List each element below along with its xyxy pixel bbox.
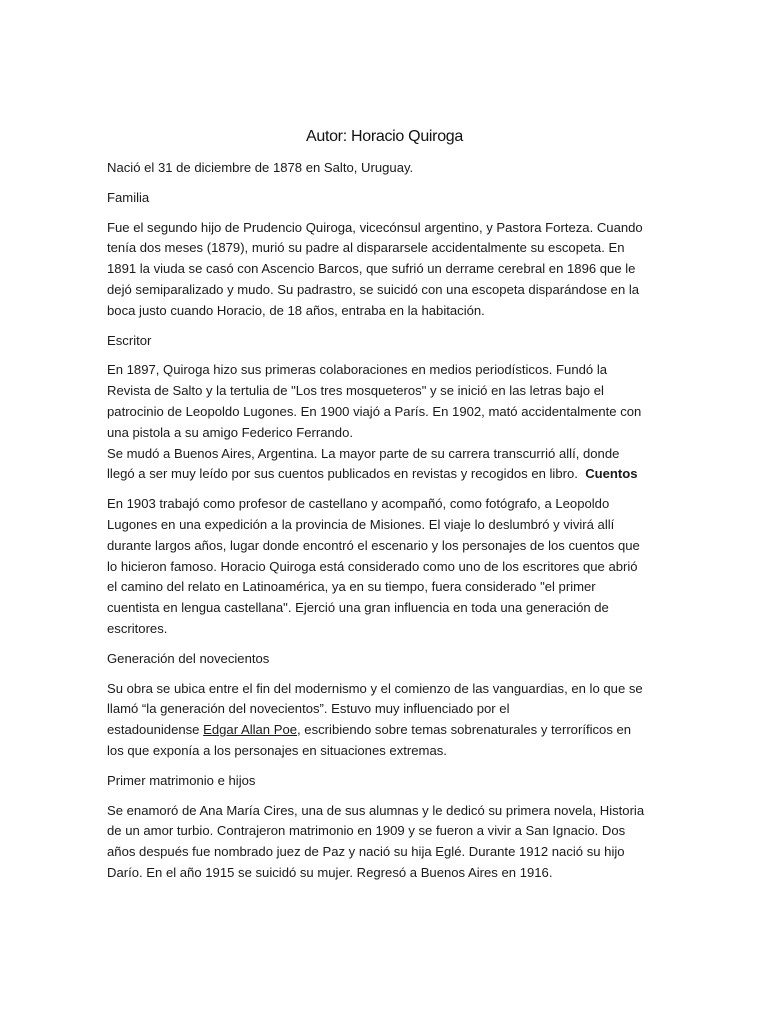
text-line: En 1903 trabajó como profesor de castellano y acompañó, como fotógrafo, a Leopoldo (107, 496, 610, 512)
text-line: años después fue nombrado juez de Paz y nació su hija Eglé. Durante 1912 nació su hijo (107, 844, 625, 860)
text-line: Su obra se ubica entre el fin del modernismo y el comienzo de las vanguardias, en lo que se (107, 680, 643, 696)
matrimonio-paragraph (107, 801, 662, 884)
text-line: Fue el segundo hijo de Prudencio Quiroga, vicecónsul argentino, y Pastora Forteza. Cuando (107, 219, 643, 235)
text-line: Se enamoró de Ana María Cires, una de sus alumnas y le dedicó su primera novela, Historia (107, 802, 645, 818)
escritor-paragraph (107, 360, 662, 485)
text-line (107, 720, 662, 741)
text-line: 1891 la viuda se casó con Ascencio Barcos, que sufrió un derrame cerebral en 1896 que le (107, 261, 636, 277)
text-line: llamó “la generación del novecientos”. Estuvo muy influenciado por el (107, 701, 510, 717)
text-line: patrocinio de Leopoldo Lugones. En 1900 viajó a París. En 1902, mató accidentalmente con (107, 403, 642, 419)
text-line: lo hicieron famoso. Horacio Quiroga está considerado como uno de los escritores que abrió (107, 558, 638, 574)
text-line: boca justo cuando Horacio, de 18 años, entraba en la habitación. (107, 302, 485, 318)
generacion-paragraph (107, 679, 662, 762)
escritor-last-line-text: llegó a ser muy leído por sus cuentos publicados en revistas y recogidos en libro. (107, 466, 578, 482)
text-line: En 1897, Quiroga hizo sus primeras colaboraciones en medios periodísticos. Fundó la (107, 362, 608, 378)
text-line: los que exponía a los personajes en situaciones extremas. (107, 742, 447, 758)
document-title: Autor: Horacio Quiroga (305, 128, 464, 145)
text-line: escritores. (107, 620, 168, 636)
text-line: una pistola a su amigo Federico Ferrando. (107, 424, 354, 440)
text-line: Lugones en una expedición a la provincia de Misiones. El viaje lo deslumbró y vivirá allí (107, 516, 615, 532)
cuentos-paragraph (107, 494, 662, 640)
document-page (107, 126, 662, 893)
text-fragment: estadounidense (107, 722, 200, 738)
intro-paragraph: Nació el 31 de diciembre de 1878 en Salto, Uruguay. (107, 160, 414, 175)
text-line: de un amor turbio. Contrajeron matrimonio en 1909 y se fueron a vivir a San Ignacio. Dos (107, 823, 626, 839)
text-line (107, 464, 662, 485)
text-line: dejó semiparalizado y mudo. Su padrastro, se suicidó con una escopeta disparándose en la (107, 281, 640, 297)
text-line: cuentista en lengua castellana". Ejerció una gran influencia en toda una generación de (107, 600, 609, 616)
heading-cuentos: Cuentos (585, 466, 638, 482)
text-line: el camino del relato en Latinoamérica, ya en su tiempo, fuera considerado "el primer (107, 579, 596, 595)
section-heading-matrimonio: Primer matrimonio e hijos (107, 772, 256, 788)
text-line: Se mudó a Buenos Aires, Argentina. La mayor parte de su carrera transcurrió allí, donde (107, 445, 620, 461)
edgar-allan-poe-link[interactable]: Edgar Allan Poe (203, 722, 298, 738)
text-line: tenía dos meses (1879), murió su padre al dispararsele accidentalmente su escopeta. En (107, 240, 625, 256)
text-fragment: , escribiendo sobre temas sobrenaturales y terroríficos en (297, 722, 632, 738)
text-line: Revista de Salto y la tertulia de "Los tres mosqueteros" y se inició en las letras bajo el (107, 383, 604, 399)
section-heading-generacion: Generación del novecientos (107, 650, 270, 666)
section-heading-escritor: Escritor (107, 332, 152, 348)
text-line: durante largos años, lugar donde encontró el escenario y los personajes de los cuentos que (107, 537, 640, 553)
text-line: Darío. En el año 1915 se suicidó su mujer. Regresó a Buenos Aires en 1916. (107, 864, 553, 880)
section-heading-familia: Familia (107, 189, 150, 205)
familia-paragraph (107, 218, 662, 322)
